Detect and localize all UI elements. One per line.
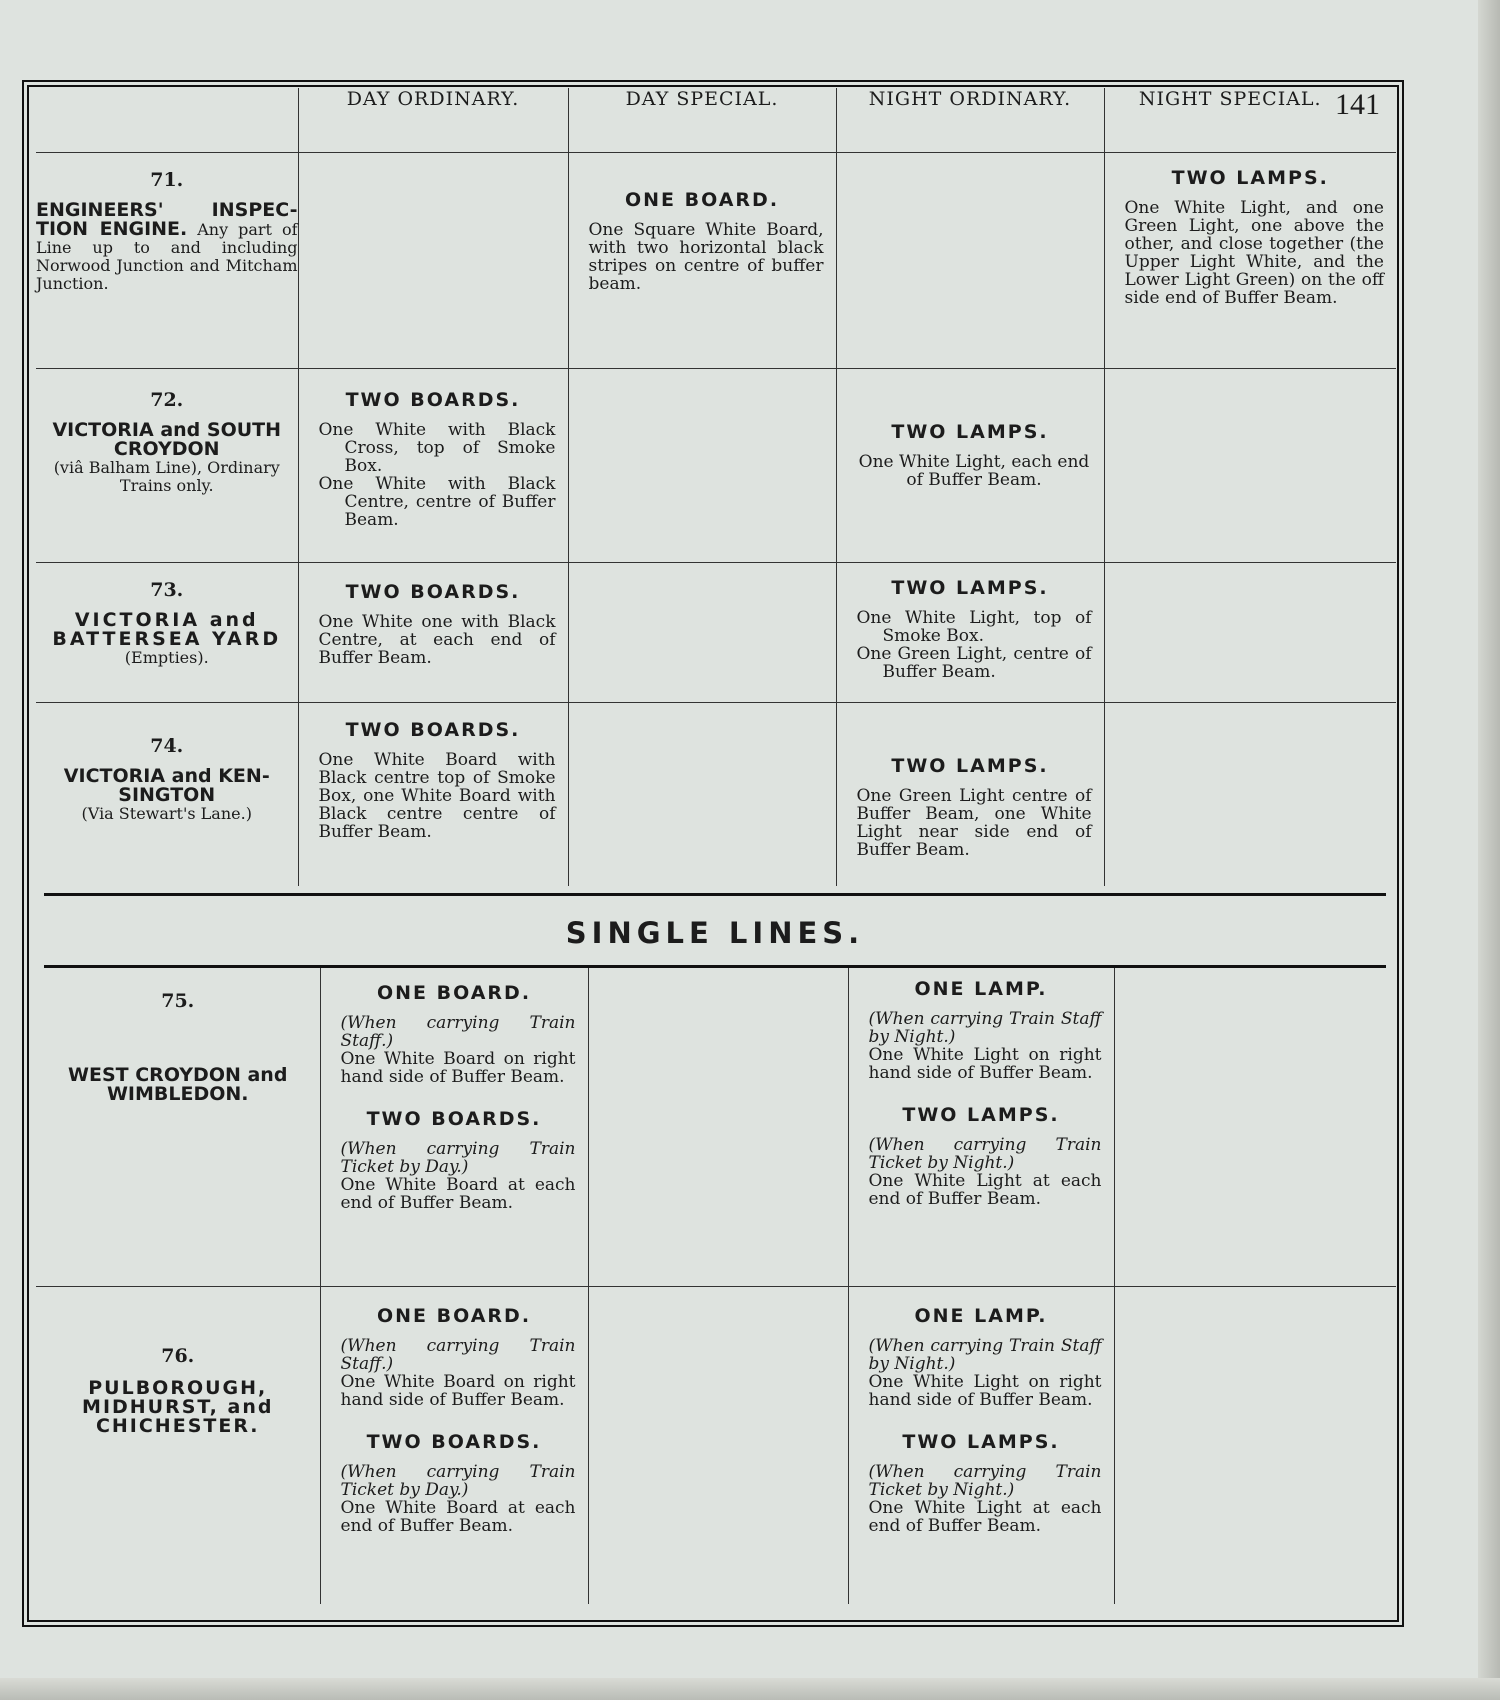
signal-heading: TWO LAMPS. bbox=[902, 1430, 1060, 1453]
page-edge-bottom bbox=[0, 1678, 1500, 1700]
route-title: PULBOROUGH, MIDHURST, and CHICHESTER. bbox=[82, 1376, 274, 1437]
night-special-cell bbox=[1114, 968, 1396, 1286]
signal-heading: TWO BOARDS. bbox=[345, 388, 521, 411]
page-number: 141 bbox=[1335, 88, 1380, 121]
route-number: 72. bbox=[150, 388, 184, 411]
night-special-cell bbox=[1104, 562, 1396, 702]
header-night-ordinary: NIGHT ORDINARY. bbox=[836, 88, 1104, 152]
route-cell bbox=[36, 562, 298, 702]
night-ordinary-cell bbox=[848, 1286, 1114, 1604]
signal-text: One White Board at each end of Buffer Beam. bbox=[340, 1497, 576, 1536]
night-ordinary-cell bbox=[836, 702, 1104, 886]
signal-block bbox=[321, 1108, 588, 1212]
signal-text: One White Light on right hand side of Buffer Beam. bbox=[868, 1371, 1102, 1410]
signals-table-double-lines bbox=[36, 88, 1396, 886]
night-ordinary-cell bbox=[836, 562, 1104, 702]
route-cell bbox=[36, 152, 298, 368]
signal-text: One White Light on right hand side of Buffer Beam. bbox=[868, 1045, 1102, 1083]
signal-heading: TWO BOARDS. bbox=[345, 580, 521, 603]
signal-description: One White Board with Black centre top of Smoke Box, one White Board with Black centre centre of Buffer Beam. bbox=[318, 749, 556, 842]
signal-block bbox=[849, 978, 1114, 1082]
signal-description: One Green Light centre of Buffer Beam, one White Light near side end of Buffer Beam. bbox=[856, 785, 1092, 860]
signal-heading: TWO BOARDS. bbox=[366, 1430, 542, 1453]
signal-heading: TWO BOARDS. bbox=[345, 718, 521, 741]
signal-heading: TWO LAMPS. bbox=[891, 576, 1049, 599]
route-subtitle: (Empties). bbox=[124, 647, 209, 667]
night-special-cell bbox=[1104, 368, 1396, 562]
signal-description bbox=[321, 1140, 588, 1212]
route-cell bbox=[36, 1286, 320, 1604]
day-ordinary-cell bbox=[298, 702, 568, 886]
signal-condition: (When carrying Train Staff by Night.) bbox=[868, 1009, 1102, 1047]
route-title: VICTORIA and KEN-SINGTON bbox=[63, 764, 270, 806]
route-number: 74. bbox=[150, 734, 184, 757]
route-title: VICTORIA and SOUTH CROYDON bbox=[52, 418, 282, 460]
section-title-single-lines: SINGLE LINES. bbox=[565, 916, 865, 950]
signal-heading: ONE BOARD. bbox=[624, 188, 780, 211]
signal-text: One White Light at each end of Buffer Beam. bbox=[868, 1497, 1102, 1536]
day-ordinary-cell bbox=[298, 368, 568, 562]
day-ordinary-cell bbox=[320, 968, 588, 1286]
table-row bbox=[36, 1286, 1396, 1604]
signal-text: One White Board on right hand side of Buffer Beam. bbox=[340, 1049, 576, 1087]
signal-text: One White Board on right hand side of Buffer Beam. bbox=[340, 1371, 576, 1410]
table-row bbox=[36, 702, 1396, 886]
signal-line: One White with Black Cross, top of Smoke Box. bbox=[318, 419, 556, 476]
day-special-cell bbox=[588, 968, 848, 1286]
signal-description bbox=[321, 1463, 588, 1535]
header-day-ordinary: DAY ORDINARY. bbox=[298, 88, 568, 152]
signal-heading: TWO BOARDS. bbox=[366, 1108, 542, 1130]
page-edge-right bbox=[1478, 0, 1500, 1700]
signal-condition: (When carrying Train Staff by Night.) bbox=[868, 1335, 1102, 1374]
route-subtitle: (Via Stewart's Lane.) bbox=[81, 803, 252, 823]
header-day-special: DAY SPECIAL. bbox=[568, 88, 836, 152]
header-route bbox=[36, 88, 298, 152]
day-special-cell bbox=[588, 1286, 848, 1604]
day-special-cell bbox=[568, 562, 836, 702]
day-ordinary-cell bbox=[298, 562, 568, 702]
table-row bbox=[36, 562, 1396, 702]
route-cell bbox=[36, 968, 320, 1286]
signal-line: One Green Light, centre of Buffer Beam. bbox=[856, 643, 1092, 682]
day-special-cell bbox=[568, 368, 836, 562]
signal-description: One White Light, and one Green Light, one above the other, and close together (the Upper Light White, and the Lower Light Green) on the off side end of Buffer Beam. bbox=[1124, 197, 1384, 308]
signal-heading: ONE LAMP. bbox=[914, 1304, 1048, 1327]
route-subtitle: Any part of Line up to and including Norwood Junction and Mitcham Junction. bbox=[36, 219, 298, 293]
signal-block bbox=[849, 1305, 1114, 1409]
route-cell bbox=[36, 368, 298, 562]
route-subtitle: (viâ Balham Line), Ordinary Trains only. bbox=[53, 457, 280, 495]
signal-heading: TWO LAMPS. bbox=[891, 420, 1049, 443]
signal-text: One White Light at each end of Buffer Beam. bbox=[868, 1171, 1102, 1209]
signal-block bbox=[849, 1431, 1114, 1535]
signal-heading: ONE BOARD. bbox=[376, 982, 532, 1004]
signal-description bbox=[849, 1136, 1114, 1208]
signal-condition: (When carrying Train Ticket by Day.) bbox=[340, 1139, 576, 1177]
signal-condition: (When carrying Train Ticket by Day.) bbox=[340, 1461, 576, 1500]
signal-condition: (When carrying Train Staff.) bbox=[340, 1335, 576, 1374]
signal-heading: ONE LAMP. bbox=[914, 978, 1048, 1000]
table-row bbox=[36, 152, 1396, 368]
signal-heading: ONE BOARD. bbox=[376, 1304, 532, 1327]
header-night-special: NIGHT SPECIAL. bbox=[1104, 88, 1396, 152]
route-title: ENGINEERS' INSPEC-TION ENGINE. bbox=[36, 198, 298, 240]
route-number: 76. bbox=[161, 1344, 195, 1367]
signal-block bbox=[849, 1104, 1114, 1208]
signal-block bbox=[321, 1431, 588, 1535]
night-ordinary-cell bbox=[848, 968, 1114, 1286]
signal-description bbox=[321, 1337, 588, 1409]
route-number: 71. bbox=[150, 168, 184, 191]
signal-description bbox=[849, 1010, 1114, 1082]
signal-description bbox=[849, 1337, 1114, 1409]
route-number: 73. bbox=[150, 578, 184, 601]
signal-description: One White Light, each end of Buffer Beam. bbox=[858, 451, 1090, 490]
signal-description bbox=[321, 1014, 588, 1086]
signal-description bbox=[837, 609, 1104, 681]
signal-block bbox=[321, 1305, 588, 1409]
signal-description: One Square White Board, with two horizontal black stripes on centre of buffer beam. bbox=[588, 219, 824, 294]
route-title: WEST CROYDON and WIMBLEDON. bbox=[68, 1064, 288, 1105]
night-ordinary-cell bbox=[836, 152, 1104, 368]
day-special-cell bbox=[568, 152, 836, 368]
route-title: VICTORIA and BATTERSEA YARD bbox=[52, 608, 282, 650]
signal-description: One White one with Black Centre, at each end of Buffer Beam. bbox=[318, 611, 556, 668]
signal-line: One White with Black Centre, centre of Buffer Beam. bbox=[318, 473, 556, 530]
signals-table-single-lines bbox=[36, 968, 1396, 1604]
night-special-cell bbox=[1104, 152, 1396, 368]
signal-heading: TWO LAMPS. bbox=[902, 1104, 1060, 1126]
signal-block bbox=[321, 982, 588, 1086]
day-special-cell bbox=[568, 702, 836, 886]
single-lines-band bbox=[44, 893, 1386, 968]
day-ordinary-cell bbox=[298, 152, 568, 368]
table-row bbox=[36, 968, 1396, 1286]
table-header-row bbox=[36, 88, 1396, 152]
signal-heading: TWO LAMPS. bbox=[891, 754, 1049, 777]
signal-condition: (When carrying Train Ticket by Night.) bbox=[868, 1461, 1102, 1500]
night-special-cell bbox=[1114, 1286, 1396, 1604]
signal-text: One White Board at each end of Buffer Beam. bbox=[340, 1175, 576, 1213]
signal-condition: (When carrying Train Staff.) bbox=[340, 1013, 576, 1051]
signal-description bbox=[299, 421, 568, 529]
day-ordinary-cell bbox=[320, 1286, 588, 1604]
night-special-cell bbox=[1104, 702, 1396, 886]
route-number: 75. bbox=[161, 990, 195, 1012]
route-cell bbox=[36, 702, 298, 886]
signal-line: One White Light, top of Smoke Box. bbox=[856, 607, 1092, 646]
table-row bbox=[36, 368, 1396, 562]
signal-description bbox=[849, 1463, 1114, 1535]
signal-condition: (When carrying Train Ticket by Night.) bbox=[868, 1135, 1102, 1173]
signal-heading: TWO LAMPS. bbox=[1171, 166, 1329, 189]
night-ordinary-cell bbox=[836, 368, 1104, 562]
